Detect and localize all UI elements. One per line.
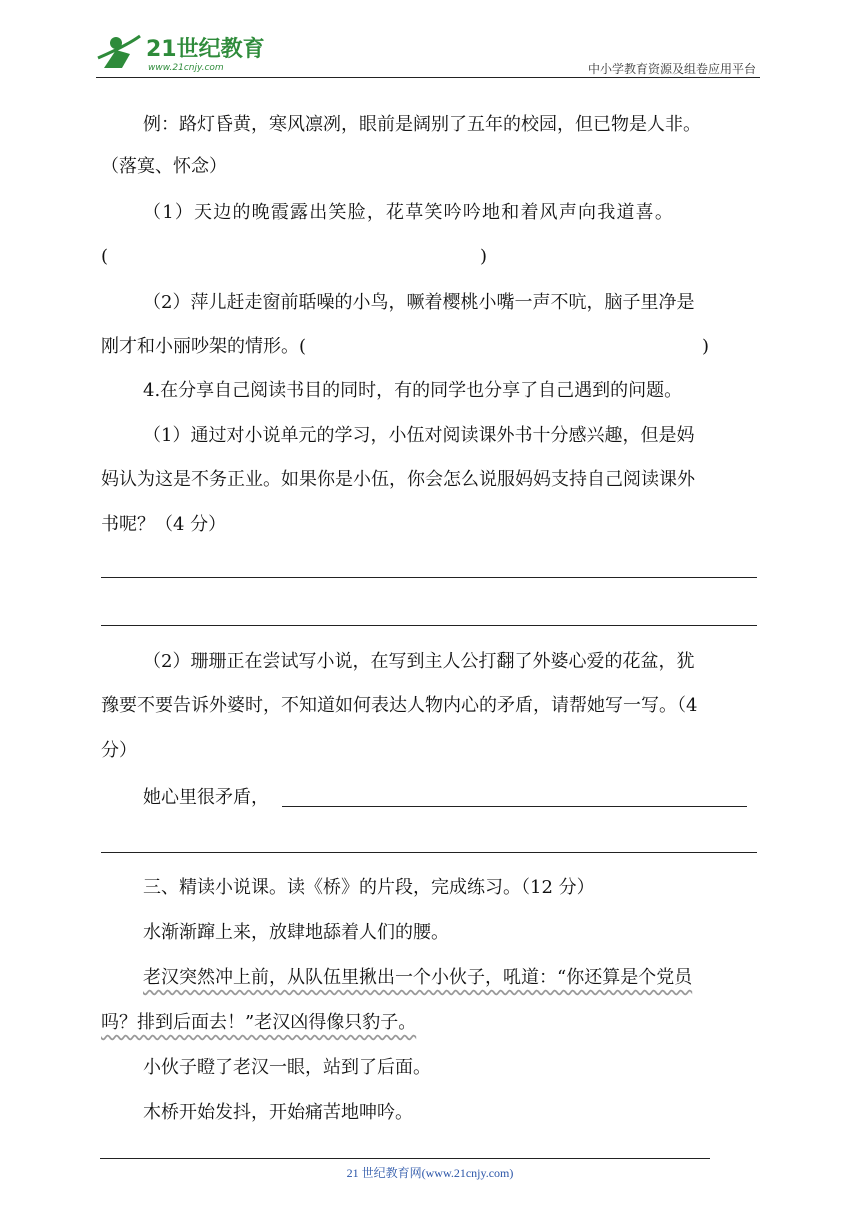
question-2-line-2: 刚才和小丽吵架的情形。( [101, 336, 307, 357]
question-4-2-prompt: 她心里很矛盾， [143, 787, 269, 808]
footer-divider [100, 1158, 710, 1159]
passage-paragraph-4: 木桥开始发抖，开始痛苦地呻吟。 [143, 1102, 413, 1123]
question-1-close-paren: ) [480, 246, 488, 267]
question-4-2-line-1: （2）珊珊正在尝试写小说，在写到主人公打翻了外婆心爱的花盆，犹 [143, 651, 695, 672]
question-4-2-line-2: 豫要不要告诉外婆时，不知道如何表达人物内心的矛盾，请帮她写一写。（4 [101, 695, 698, 716]
question-4-1-line-2: 妈认为这是不务正业。如果你是小伍，你会怎么说服妈妈支持自己阅读课外 [101, 469, 695, 490]
example-line-2: （落寞、怀念） [101, 156, 227, 177]
question-4-intro: 4.在分享自己阅读书目的同时，有的同学也分享了自己遇到的问题。 [143, 380, 683, 401]
passage-paragraph-2-line-2: 吗？排到后面去！”老汉凶得像只豹子。 [101, 1012, 417, 1033]
question-1-text: （1）天边的晚霞露出笑脸，花草笑吟吟地和着风声向我道喜。 [143, 202, 675, 223]
answer-line[interactable] [101, 625, 757, 626]
question-2-close-paren: ) [702, 336, 710, 357]
header-divider [96, 77, 760, 78]
passage-paragraph-1: 水渐渐蹿上来，放肆地舔着人们的腰。 [143, 922, 449, 943]
svg-text:www.21cnjy.com: www.21cnjy.com [148, 63, 224, 73]
question-4-2-line-3: 分） [101, 740, 137, 761]
question-1-open-paren: ( [101, 246, 109, 267]
page-header [96, 28, 760, 80]
svg-text:21世纪教育: 21世纪教育 [146, 37, 265, 62]
question-4-1-line-3: 书呢？（4 分） [101, 514, 227, 535]
example-line-1: 例：路灯昏黄，寒风凛冽，眼前是阔别了五年的校园，但已物是人非。 [143, 114, 701, 135]
section-3-title: 三、精读小说课。读《桥》的片段，完成练习。（12 分） [143, 877, 595, 898]
answer-line[interactable] [101, 577, 757, 578]
site-logo [96, 28, 266, 74]
question-4-1-line-1: （1）通过对小说单元的学习，小伍对阅读课外书十分感兴趣，但是妈 [143, 425, 695, 446]
platform-name: 中小学教育资源及组卷应用平台 [587, 62, 756, 76]
footer-text: 21 世纪教育网(www.21cnjy.com) [346, 1166, 514, 1180]
answer-line[interactable] [101, 852, 757, 853]
question-2-line-1: （2）萍儿赶走窗前聒噪的小鸟，噘着樱桃小嘴一声不吭，脑子里净是 [143, 292, 695, 313]
passage-paragraph-2-line-1: 老汉突然冲上前，从队伍里揪出一个小伙子，吼道：“你还算是个党员 [143, 967, 693, 988]
answer-line[interactable] [282, 806, 747, 807]
passage-paragraph-3: 小伙子瞪了老汉一眼，站到了后面。 [143, 1057, 431, 1078]
